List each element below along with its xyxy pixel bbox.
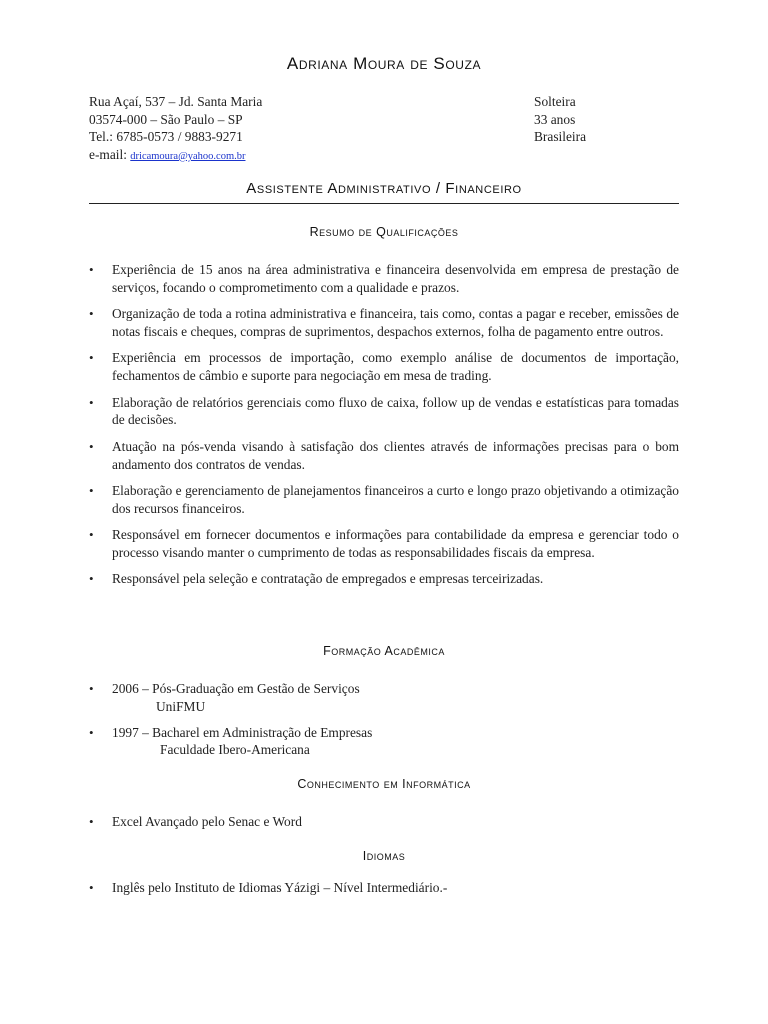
list-item: • Inglês pelo Instituto de Idiomas Yázigi – Nível Intermediário.- bbox=[89, 879, 679, 897]
title-divider bbox=[89, 203, 679, 204]
qualifications-list bbox=[89, 261, 679, 597]
section-heading-languages: Idiomas bbox=[362, 849, 406, 863]
email-label: e-mail: bbox=[89, 146, 131, 162]
education-institution: UniFMU bbox=[156, 698, 206, 714]
address-line-2: 03574-000 – São Paulo – SP bbox=[89, 111, 243, 127]
section-heading-education: Formação Acadêmica bbox=[323, 644, 445, 658]
nationality: Brasileira bbox=[534, 129, 587, 145]
list-item: • Responsável em fornecer documentos e informações para contabilidade da empresa e gerenciar todo o processo visando manter o cumprimento de todas as responsabilidades fiscais da empresa. bbox=[89, 526, 679, 562]
phone-line: Tel.: 6785-0573 / 9883-9271 bbox=[89, 129, 243, 145]
list-item: • Elaboração e gerenciamento de planejamentos financeiros a curto e longo prazo objetivando a otimização dos recursos financeiros. bbox=[89, 482, 679, 518]
languages-list bbox=[89, 879, 679, 897]
section-heading-computing: Conhecimento em Informática bbox=[297, 777, 471, 791]
address-line-1: Rua Açaí, 537 – Jd. Santa Maria bbox=[89, 94, 263, 109]
email-link[interactable]: dricamoura@yahoo.com.br bbox=[130, 150, 246, 162]
computing-list bbox=[89, 813, 679, 831]
candidate-name: Adriana Moura de Souza bbox=[286, 54, 482, 73]
age: 33 anos bbox=[534, 111, 576, 127]
email-line bbox=[89, 146, 262, 166]
education-institution: Faculdade Ibero-Americana bbox=[160, 742, 310, 758]
education-title: 2006 – Pós-Graduação em Gestão de Serviços bbox=[112, 681, 360, 696]
personal-info bbox=[534, 93, 586, 146]
list-item bbox=[89, 724, 679, 760]
marital-status: Solteira bbox=[534, 94, 576, 109]
section-heading-qualifications: Resumo de Qualificações bbox=[309, 225, 459, 239]
contact-info bbox=[89, 93, 262, 165]
education-list bbox=[89, 680, 679, 767]
job-title: Assistente Administrativo / Financeiro bbox=[246, 180, 522, 197]
education-title: 1997 – Bacharel em Administração de Empresas bbox=[112, 724, 373, 740]
list-item: • Responsável pela seleção e contratação de empregados e empresas terceirizadas. bbox=[89, 570, 679, 588]
list-item: • Elaboração de relatórios gerenciais como fluxo de caixa, follow up de vendas e estatísticas para tomadas de decisões. bbox=[89, 394, 679, 430]
list-item bbox=[89, 680, 679, 716]
list-item: • Atuação na pós-venda visando à satisfação dos clientes através de informações precisas para o bom andamento dos contratos de vendas. bbox=[89, 438, 679, 474]
list-item: • Experiência de 15 anos na área administrativa e financeira desenvolvida em empresa de prestação de serviços, focando o comprometimento com a qualidade e prazos. bbox=[89, 261, 679, 297]
list-item: • Organização de toda a rotina administrativa e financeira, tais como, contas a pagar e receber, emissões de notas fiscais e cheques, compras de suprimentos, despachos externos, folha de pagamento entre outros. bbox=[89, 305, 679, 341]
list-item: • Experiência em processos de importação, como exemplo análise de documentos de importação, fechamentos de câmbio e suporte para negociação em mesa de trading. bbox=[89, 349, 679, 385]
list-item: • Excel Avançado pelo Senac e Word bbox=[89, 813, 679, 831]
